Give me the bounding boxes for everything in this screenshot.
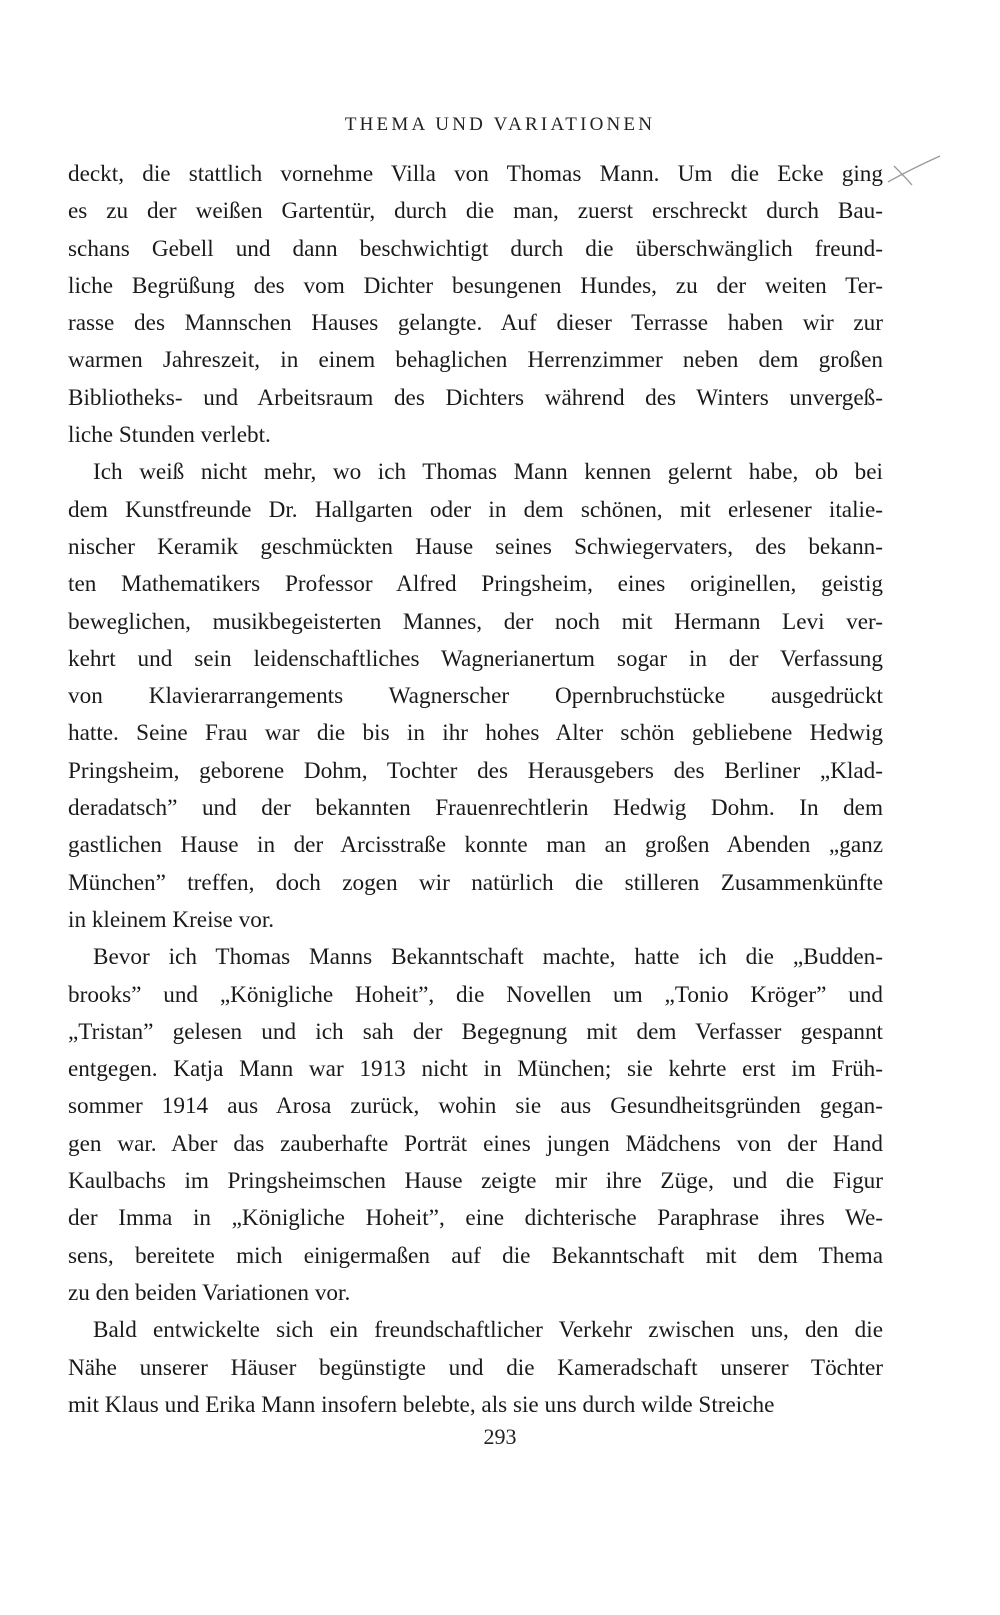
text-line: zu den beiden Variationen vor. [68, 1279, 351, 1306]
text-line: Bevor ich Thomas Manns Bekanntschaft machte, hatte ich die „Budden- [93, 944, 883, 971]
page-number: 293 [483, 1424, 517, 1449]
pencil-cross-mark-icon [884, 152, 944, 190]
text-line: Kaulbachs im Pringsheimschen Hause zeigte mir ihre Züge, und die Figur [68, 1168, 883, 1195]
text-line: Ich weiß nicht mehr, wo ich Thomas Mann kennen gelernt habe, ob bei [93, 459, 883, 486]
text-line: warmen Jahreszeit, in einem behaglichen Herrenzimmer neben dem großen [68, 347, 883, 374]
text-line: dem Kunstfreunde Dr. Hallgarten oder in dem schönen, mit erlesener italie- [68, 496, 883, 523]
text-line: München” treffen, doch zogen wir natürlich die stilleren Zusammenkünfte [68, 869, 883, 896]
text-line: brooks” und „Königliche Hoheit”, die Novellen um „Tonio Kröger” und [68, 981, 883, 1008]
text-line: entgegen. Katja Mann war 1913 nicht in München; sie kehrte erst im Früh- [68, 1056, 883, 1083]
text-line: liche Stunden verlebt. [68, 422, 271, 449]
text-line: Bibliotheks- und Arbeitsraum des Dichters während des Winters unvergeß- [68, 384, 883, 411]
text-line: der Imma in „Königliche Hoheit”, eine dichterische Paraphrase ihres We- [68, 1205, 883, 1232]
text-line: gastlichen Hause in der Arcisstraße konnte man an großen Abenden „ganz [68, 832, 883, 859]
text-line: es zu der weißen Gartentür, durch die man, zuerst erschreckt durch Bau- [68, 198, 883, 225]
body-text [68, 156, 883, 1424]
text-line: Bald entwickelte sich ein freundschaftlicher Verkehr zwischen uns, den die [93, 1317, 883, 1344]
text-line: hatte. Seine Frau war die bis in ihr hohes Alter schön gebliebene Hedwig [68, 720, 883, 747]
running-head: THEMA UND VARIATIONEN [344, 114, 656, 135]
text-line: von Klavierarrangements Wagnerscher Opernbruchstücke ausgedrückt [68, 683, 883, 710]
text-line: deradatsch” und der bekannten Frauenrechtlerin Hedwig Dohm. In dem [68, 795, 883, 822]
text-line: schans Gebell und dann beschwichtigt durch die überschwänglich freund- [68, 235, 883, 262]
text-line: ten Mathematikers Professor Alfred Pringsheim, eines originellen, geistig [68, 571, 883, 598]
text-line: deckt, die stattlich vornehme Villa von Thomas Mann. Um die Ecke ging [68, 161, 883, 187]
text-line: „Tristan” gelesen und ich sah der Begegnung mit dem Verfasser gespannt [68, 1018, 883, 1045]
text-line: rasse des Mannschen Hauses gelangte. Auf dieser Terrasse haben wir zur [68, 310, 883, 337]
text-line: sens, bereitete mich einigermaßen auf die Bekanntschaft mit dem Thema [68, 1242, 883, 1269]
text-line: kehrt und sein leidenschaftliches Wagnerianertum sogar in der Verfassung [68, 645, 883, 672]
text-line: nischer Keramik geschmückten Hause seines Schwiegervaters, des bekann- [68, 533, 883, 560]
text-line: Nähe unserer Häuser begünstigte und die Kameradschaft unserer Töchter [68, 1354, 883, 1381]
text-line: in kleinem Kreise vor. [68, 906, 275, 933]
text-line: sommer 1914 aus Arosa zurück, wohin sie aus Gesundheitsgründen gegan- [68, 1093, 883, 1120]
text-line: beweglichen, musikbegeisterten Mannes, der noch mit Hermann Levi ver- [68, 608, 883, 635]
text-line: gen war. Aber das zauberhafte Porträt eines jungen Mädchens von der Hand [68, 1130, 883, 1157]
text-line: Pringsheim, geborene Dohm, Tochter des Herausgebers des Berliner „Klad- [68, 757, 883, 784]
text-line: liche Begrüßung des vom Dichter besungenen Hundes, zu der weiten Ter- [68, 272, 883, 299]
text-line: mit Klaus und Erika Mann insofern belebte, als sie uns durch wilde Streiche [68, 1391, 775, 1418]
